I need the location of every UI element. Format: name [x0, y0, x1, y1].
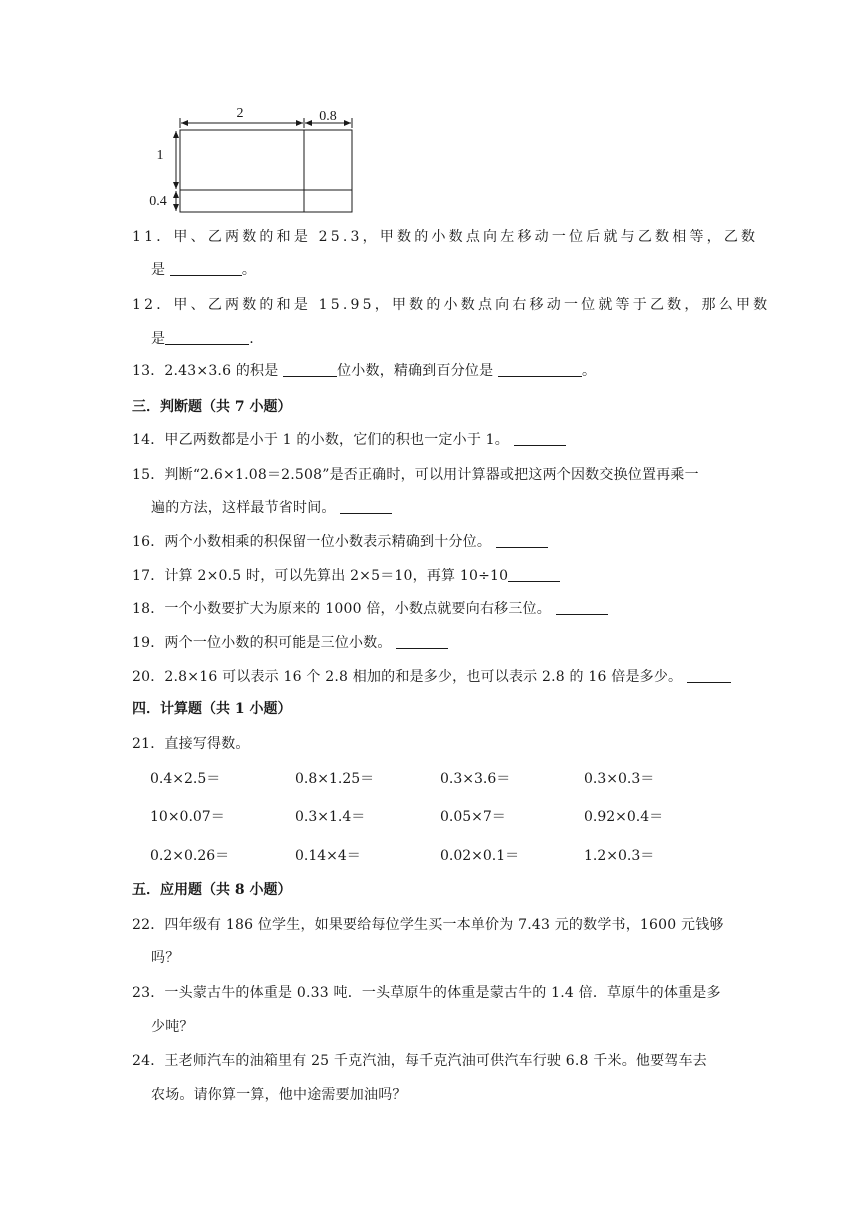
question-23	[132, 982, 721, 1002]
answer-blank[interactable]	[340, 499, 392, 514]
question-24-cont: 农场。请你算一算，他中途需要加油吗？	[151, 1087, 407, 1103]
question-text: 两个一位小数的积可能是三位小数。	[164, 635, 397, 651]
question-text: 位小数，精确到百分位是	[337, 363, 498, 379]
question-number: 11．	[132, 229, 174, 245]
question-number: 24．	[132, 1053, 165, 1069]
question-text: 2.8×16 可以表示 16 个 2.8 相加的和是多少，也可以表示 2.8 的 16 倍是多少。	[164, 669, 687, 685]
calc-item: 0.4×2.5＝	[150, 771, 221, 787]
question-17	[132, 565, 560, 585]
question-11	[132, 226, 758, 246]
calc-item: 0.8×1.25＝	[295, 771, 375, 787]
question-number: 20．	[132, 669, 165, 685]
answer-blank[interactable]	[687, 668, 731, 683]
question-number: 13．	[132, 363, 165, 379]
question-18	[132, 598, 608, 618]
question-text: 直接写得数。	[164, 736, 250, 752]
question-13	[132, 360, 596, 380]
calc-item: 1.2×0.3＝	[584, 848, 655, 864]
question-22	[132, 914, 724, 934]
calc-item: 0.14×4＝	[295, 848, 361, 864]
question-number: 19．	[132, 635, 165, 651]
answer-blank[interactable]	[498, 362, 582, 377]
question-number: 12．	[132, 297, 174, 313]
question-number: 14．	[132, 432, 165, 448]
question-number: 18．	[132, 601, 165, 617]
question-text: 是	[151, 331, 166, 347]
calc-item: 0.2×0.26＝	[150, 848, 230, 864]
calc-item: 0.3×3.6＝	[440, 771, 511, 787]
question-14	[132, 429, 566, 449]
answer-blank[interactable]	[556, 600, 608, 615]
calc-item: 0.3×1.4＝	[295, 809, 366, 825]
question-text: 判断“2.6×1.08＝2.508”是否正确时，可以用计算器或把这两个因数交换位置再乘一	[164, 467, 699, 483]
question-text: .	[249, 331, 254, 347]
question-20	[132, 666, 731, 686]
question-number: 23．	[132, 985, 165, 1001]
answer-blank[interactable]	[496, 533, 548, 548]
answer-blank[interactable]	[283, 362, 337, 377]
question-11-cont	[151, 259, 256, 279]
rectangle-figure	[140, 100, 370, 220]
question-text: 王老师汽车的油箱里有 25 千克汽油，每千克汽油可供汽车行驶 6.8 千米。他要驾车去	[164, 1053, 707, 1069]
section-heading-calculation: 四．计算题（共 1 小题）	[132, 701, 292, 717]
question-text: 。	[581, 363, 597, 379]
calc-item: 0.3×0.3＝	[584, 771, 655, 787]
rectangle-diagram	[140, 100, 370, 220]
question-15-cont	[151, 497, 392, 517]
question-text: 甲乙两数都是小于 1 的小数，它们的积也一定小于 1。	[164, 432, 514, 448]
answer-blank[interactable]	[165, 330, 249, 345]
question-23-cont: 少吨？	[151, 1019, 194, 1035]
answer-blank[interactable]	[508, 567, 560, 582]
question-text: 甲、乙两数的和是 15.95，甲数的小数点向右移动一位就等于乙数，那么甲数	[173, 297, 771, 313]
question-text: 2.43×3.6 的积是	[164, 363, 284, 379]
question-number: 22．	[132, 917, 165, 933]
question-text: 四年级有 186 位学生，如果要给每位学生买一本单价为 7.43 元的数学书，1600 元钱够	[164, 917, 724, 933]
question-22-cont: 吗？	[151, 950, 180, 966]
question-21	[132, 733, 250, 753]
question-15	[132, 464, 699, 484]
answer-blank[interactable]	[170, 261, 242, 276]
question-19	[132, 632, 448, 652]
question-text: 一个小数要扩大为原来的 1000 倍，小数点就要向右移三位。	[164, 601, 556, 617]
question-number: 21．	[132, 736, 165, 752]
calc-item: 10×0.07＝	[150, 809, 225, 825]
question-text: 一头蒙古牛的体重是 0.33 吨．一头草原牛的体重是蒙古牛的 1.4 倍．草原牛的体重是多	[164, 985, 721, 1001]
calc-row	[150, 768, 750, 788]
label-side-width: 0.8	[319, 109, 337, 124]
calc-item: 0.05×7＝	[440, 809, 506, 825]
calc-row	[150, 845, 750, 865]
question-12	[132, 294, 770, 314]
question-text: 计算 2×0.5 时，可以先算出 2×5＝10，再算 10÷10	[164, 568, 509, 584]
question-text: 。	[241, 262, 257, 278]
question-text: 两个小数相乘的积保留一位小数表示精确到十分位。	[164, 534, 496, 550]
answer-blank[interactable]	[514, 431, 566, 446]
question-text: 甲、乙两数的和是 25.3，甲数的小数点向左移动一位后就与乙数相等，乙数	[173, 229, 759, 245]
outer-rectangle	[180, 130, 352, 212]
question-text: 是	[151, 262, 170, 278]
label-bottom-height: 0.4	[149, 194, 167, 209]
label-height: 1	[156, 148, 164, 163]
section-heading-application: 五．应用题（共 8 小题）	[132, 882, 292, 898]
calc-item: 0.02×0.1＝	[440, 848, 520, 864]
question-text: 遍的方法，这样最节省时间。	[151, 500, 341, 516]
section-heading-judgment: 三．判断题（共 7 小题）	[132, 399, 292, 415]
calc-item: 0.92×0.4＝	[584, 809, 664, 825]
question-12-cont	[151, 328, 254, 348]
question-24	[132, 1050, 707, 1070]
answer-blank[interactable]	[396, 634, 448, 649]
label-top-width: 2	[236, 106, 244, 121]
question-number: 17．	[132, 568, 165, 584]
question-16	[132, 531, 548, 551]
question-number: 15．	[132, 467, 165, 483]
calc-row	[150, 806, 750, 826]
question-number: 16．	[132, 534, 165, 550]
